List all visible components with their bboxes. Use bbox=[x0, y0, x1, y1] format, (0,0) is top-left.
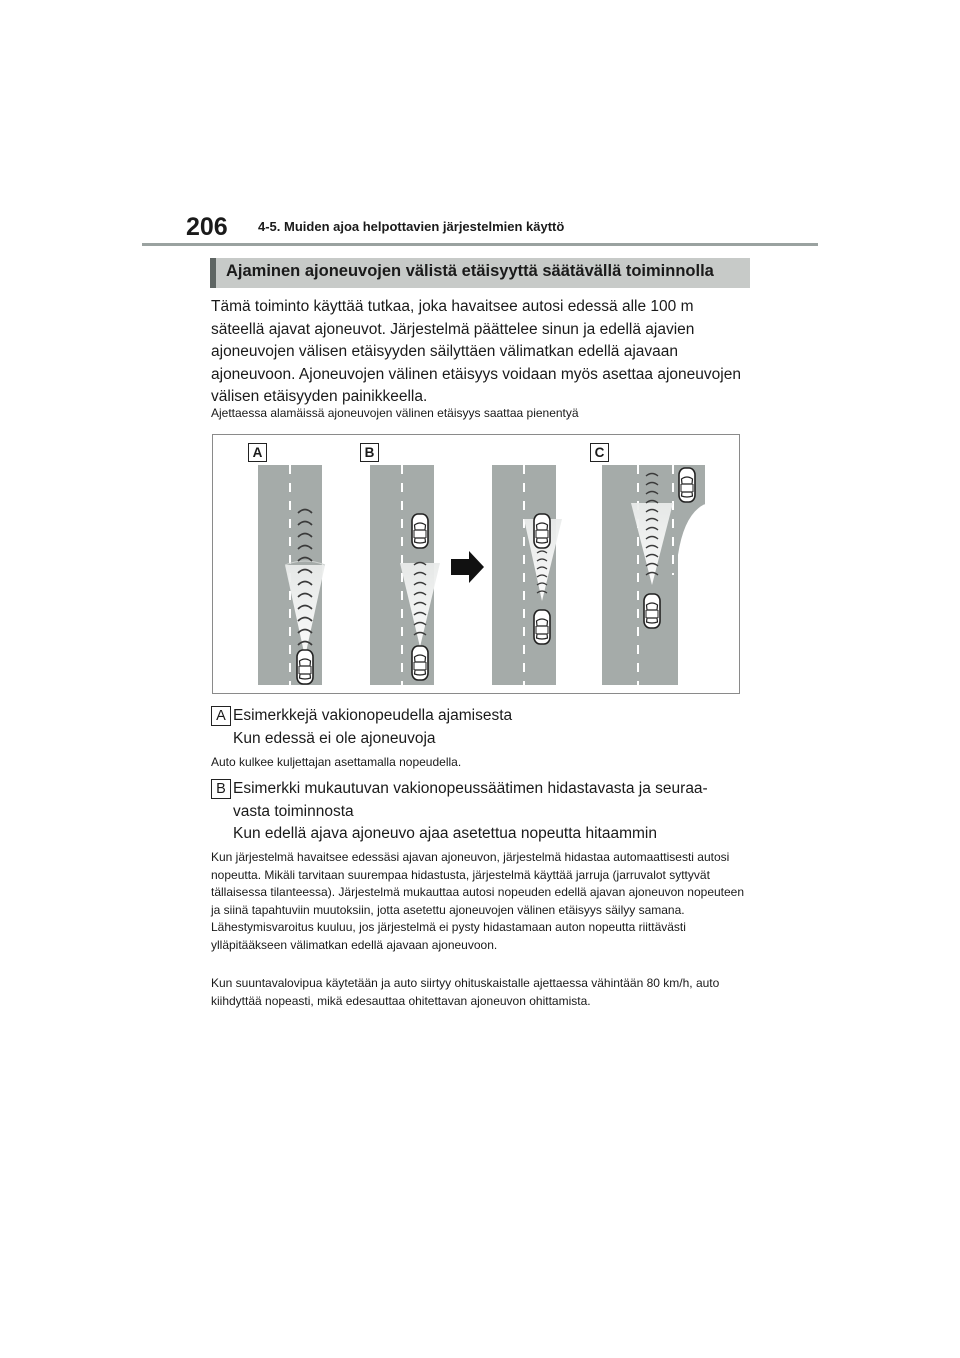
page-number: 206 bbox=[186, 213, 228, 241]
item-b-badge: B bbox=[211, 779, 231, 799]
road-panel-b2 bbox=[491, 465, 562, 685]
radar-figure bbox=[212, 434, 740, 694]
item-b-subtitle: Kun edellä ajava ajoneuvo ajaa asetettua nopeutta hitaammin bbox=[233, 825, 657, 842]
figure-label-b: B bbox=[360, 443, 379, 462]
header-rule bbox=[142, 243, 818, 246]
intro-note: Ajettaessa alamäissä ajoneuvojen välinen etäisyys saattaa pienentyä bbox=[211, 406, 579, 420]
item-a-badge: A bbox=[211, 706, 231, 726]
item-a-title: Esimerkkejä vakionopeudella ajamisesta bbox=[233, 707, 513, 724]
item-b-text2: Kun suuntavalovipua käytetään ja auto siirtyy ohituskaistalle ajettaessa vähintään 80 km/h, auto kiihdyttää nopeasti, mikä edesauttaa ohitettavan ajoneuvon ohittamista. bbox=[211, 976, 720, 1008]
figure-label-c: C bbox=[590, 443, 609, 462]
item-a-subtitle: Kun edessä ei ole ajoneuvoja bbox=[233, 730, 436, 747]
running-head: 4-5. Muiden ajoa helpottavien järjestelmien käyttö bbox=[258, 219, 565, 234]
intro-paragraph: Tämä toiminto käyttää tutkaa, joka havaitsee autosi edessä alle 100 m säteellä ajavat ajoneuvot. Järjestelmä päättelee sinun ja edellä ajavien ajoneuvojen välisen etäisyyden säilyttäen välimatkan edellä ajavaan ajoneuvoon. Ajoneuvojen välinen etäisyys voidaan myös asettaa ajoneuvojen välisen etäisyyden painikkeella. bbox=[211, 298, 741, 405]
item-b-text: Kun järjestelmä havaitsee edessäsi ajavan ajoneuvon, järjestelmä hidastaa automaattisesti autosi nopeutta. Mikäli tarvitaan suurempaa hidastusta, järjestelmä käyttää jarruja (jarruvalot syttyvät tällaisessa tilanteessa). Järjestelmä mukauttaa autosi nopeuden edellä ajavan ajoneuvon nopeuteen ja siinä tapahtuviin muutoksiin, jotta asetettu ajoneuvojen välinen etäisyys säilyy samana. Lähestymisvaroitus kuuluu, jos järjestelmä ei pysty hidastamaan auton nopeutta riittävästi ylläpitääkseen välimatkan edellä ajavaan ajoneuvoon. bbox=[211, 850, 745, 952]
transition-arrow bbox=[451, 551, 484, 583]
figure-label-a: A bbox=[248, 443, 267, 462]
road-panel-b bbox=[369, 465, 440, 685]
road-panel-c bbox=[601, 465, 705, 685]
road-panel-a bbox=[257, 465, 325, 685]
item-b-title-line2: vasta toiminnosta bbox=[233, 803, 354, 820]
item-a-text: Auto kulkee kuljettajan asettamalla nopeudella. bbox=[211, 755, 462, 769]
section-heading-bar bbox=[210, 258, 750, 288]
figure-drawing bbox=[213, 435, 741, 695]
item-b-title-line1: Esimerkki mukautuvan vakionopeussäätimen hidastavasta ja seuraa- bbox=[233, 780, 708, 797]
section-title: Ajaminen ajoneuvojen välistä etäisyyttä säätävällä toiminnolla bbox=[226, 262, 714, 280]
